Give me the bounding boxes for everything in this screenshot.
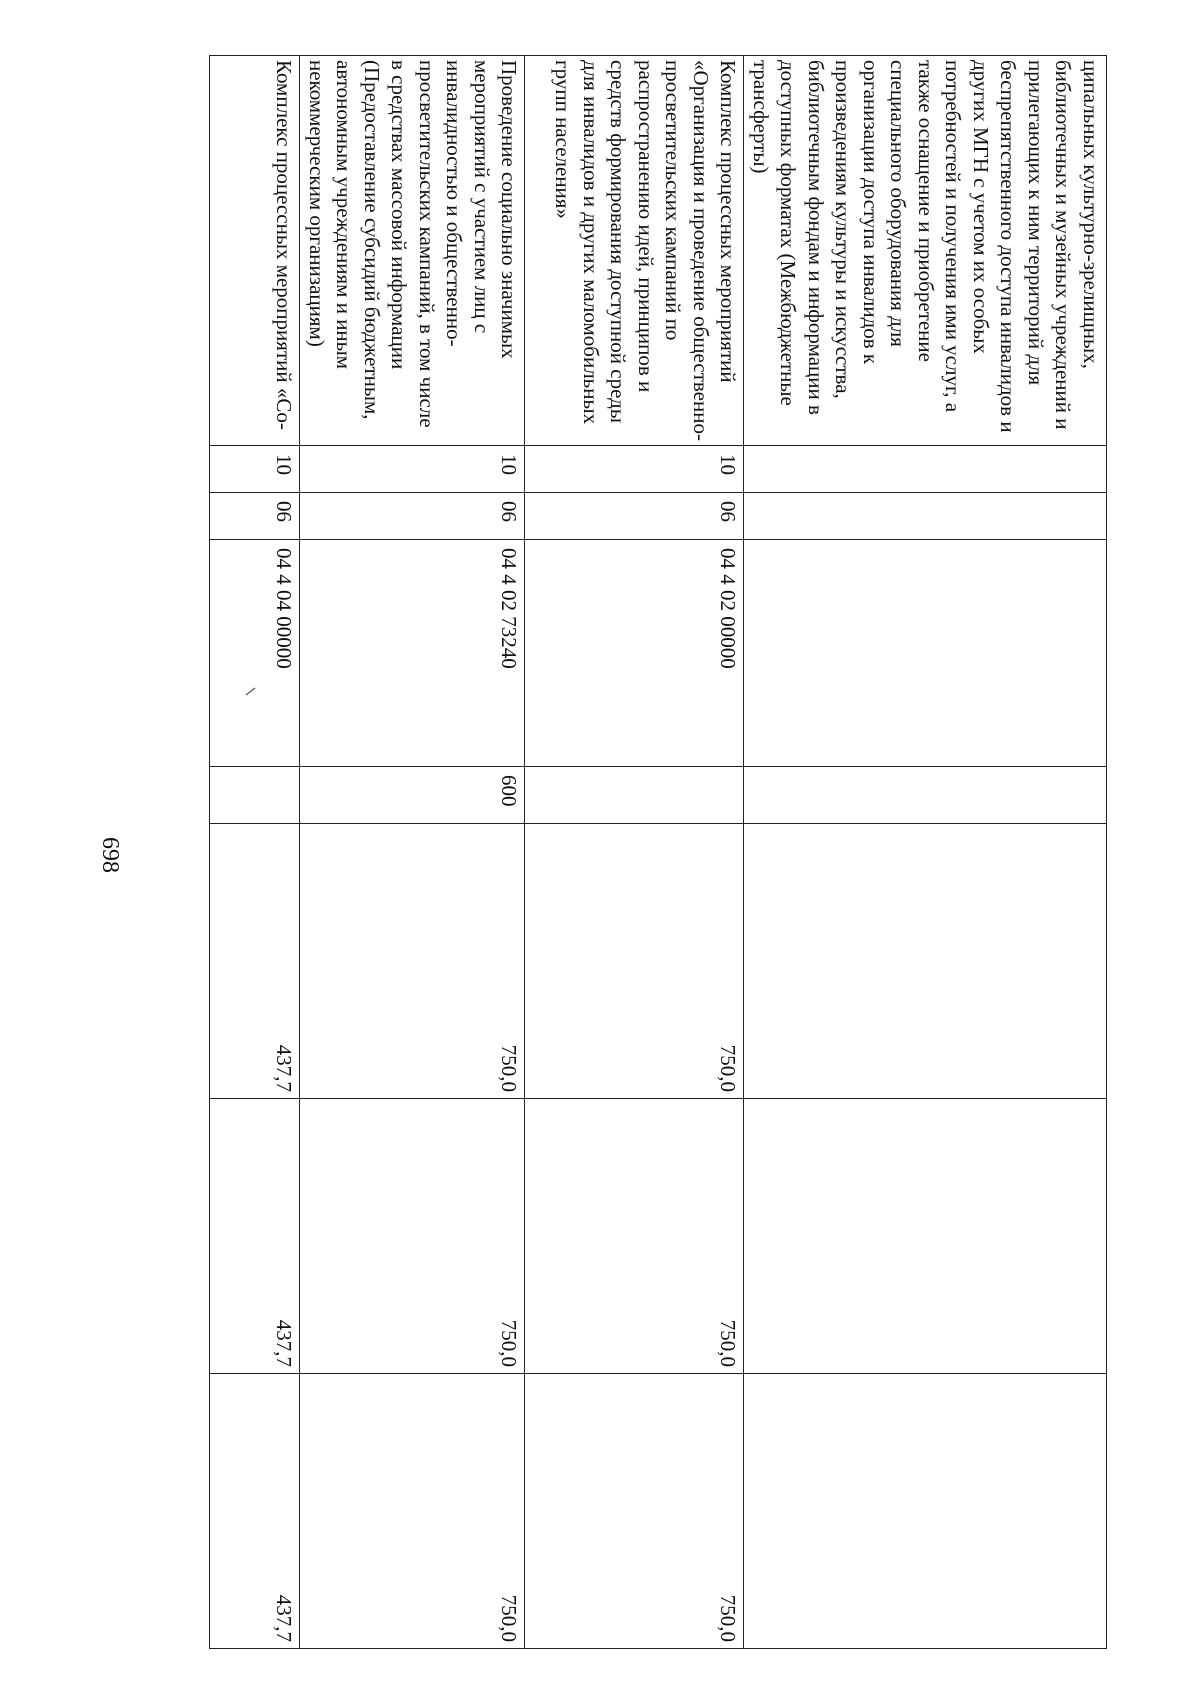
budget-table-rotated — [226, 55, 1107, 1648]
row-year1: 437,7 — [210, 824, 300, 1099]
row-csr: 04 4 02 73240 — [300, 540, 525, 767]
row-rz: 10 — [210, 446, 300, 493]
row-year3: 437,7 — [210, 1374, 300, 1649]
row-vr: 600 — [300, 767, 525, 824]
row-year2: 750,0 — [525, 1099, 744, 1374]
row-year1 — [744, 824, 1107, 1099]
row-rz: 10 — [300, 446, 525, 493]
pencil-mark-icon — [245, 686, 257, 696]
row-description: Проведение социально значимых мероприятий с участием лиц с инвалидностью и общественно-просветительских кампаний, в том числе в средствах массовой информации (Предоставление субсидий бюджетным, автономным учреждениям и иным некоммерческим организациям) — [300, 56, 525, 446]
row-year2: 750,0 — [300, 1099, 525, 1374]
page-number: 698 — [97, 837, 123, 873]
row-csr — [744, 540, 1107, 767]
row-year1: 750,0 — [525, 824, 744, 1099]
budget-table — [210, 55, 1108, 1649]
row-pr: 06 — [300, 493, 525, 540]
row-year2 — [744, 1099, 1107, 1374]
row-year3: 750,0 — [300, 1374, 525, 1649]
row-year3 — [744, 1374, 1107, 1649]
row-rz: 10 — [525, 446, 744, 493]
table-row — [210, 56, 300, 1649]
row-pr: 06 — [210, 493, 300, 540]
row-vr — [744, 767, 1107, 824]
row-rz — [744, 446, 1107, 493]
table-row — [300, 56, 525, 1649]
row-description: ципальных культурно-зрелищных, библиотечных и музейных учреждений и прилегающих к ним территорий для беспрепятственного доступа инвалидов и других МГН с учетом их особых потребностей и получения ими услуг, а также оснащение и приобретение специального оборудования для организации доступа инвалидов к произведениям культуры и искусства, библиотечным фондам и информации в доступных форматах (Межбюджетные трансферты) — [744, 56, 1107, 446]
row-pr: 06 — [525, 493, 744, 540]
row-description: Комплекс процессных мероприятий «Со- — [210, 56, 300, 446]
row-vr — [210, 767, 300, 824]
table-row — [744, 56, 1107, 1649]
row-csr: 04 4 02 00000 — [525, 540, 744, 767]
row-vr — [525, 767, 744, 824]
row-year3: 750,0 — [525, 1374, 744, 1649]
row-csr: 04 4 04 00000 — [210, 540, 300, 767]
row-pr — [744, 493, 1107, 540]
row-description: Комплекс процессных мероприятий «Организация и проведение общественно-просветительских кампаний по распространению идей, принципов и средств формирования доступной среды для инвалидов и других маломобильных групп населения» — [525, 56, 744, 446]
row-year2: 437,7 — [210, 1099, 300, 1374]
table-row — [525, 56, 744, 1649]
row-year1: 750,0 — [300, 824, 525, 1099]
